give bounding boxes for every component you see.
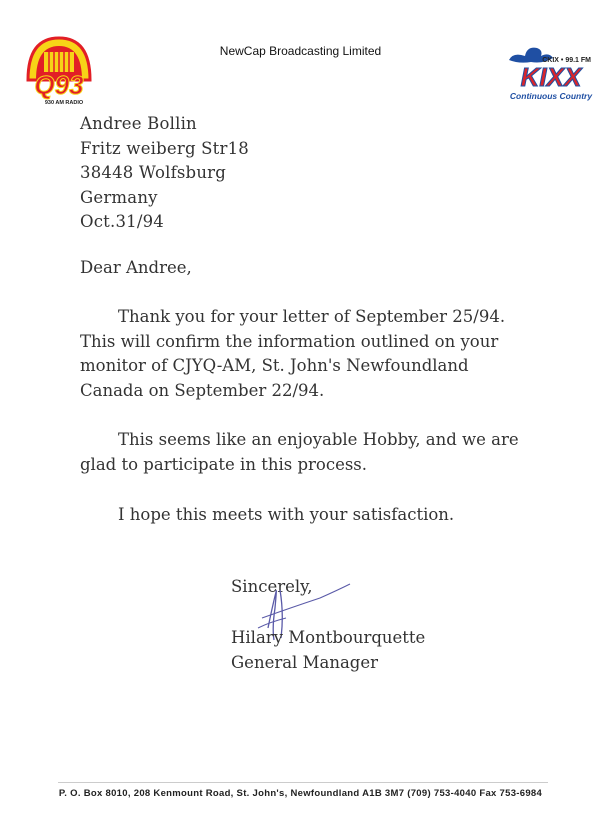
recipient-street: Fritz weiberg Str18 bbox=[80, 138, 249, 158]
signer-name: Hilary Montbourquette bbox=[231, 628, 426, 647]
paragraph-line: Canada on September 22/94. bbox=[80, 380, 325, 400]
body-paragraph-2 bbox=[80, 428, 530, 477]
q93-logo bbox=[16, 30, 102, 110]
salutation: Dear Andree, bbox=[80, 258, 192, 277]
company-name: NewCap Broadcasting Limited bbox=[219, 44, 382, 58]
recipient-country: Germany bbox=[80, 187, 158, 207]
signer-block bbox=[231, 625, 425, 675]
paragraph-line: This will confirm the information outlined on your bbox=[80, 331, 499, 351]
paragraph-line: This seems like an enjoyable Hobby, and we are bbox=[118, 430, 519, 449]
recipient-name: Andree Bollin bbox=[80, 114, 197, 133]
kixx-station-name: KIXX bbox=[520, 62, 582, 92]
q93-logo-text: Q93 bbox=[34, 70, 84, 100]
kixx-logo bbox=[503, 44, 595, 106]
paragraph-line: monitor of CJYQ-AM, St. John's Newfoundland bbox=[80, 356, 469, 375]
recipient-address bbox=[80, 112, 249, 235]
q93-logo-subtext: 930 AM RADIO bbox=[44, 100, 84, 106]
signer-title: General Manager bbox=[231, 653, 378, 672]
body-paragraph-1 bbox=[80, 305, 530, 403]
kixx-frequency: CKIX • 99.1 FM bbox=[542, 57, 591, 64]
recipient-city: 38448 Wolfsburg bbox=[80, 163, 226, 182]
closing: Sincerely, bbox=[231, 577, 313, 596]
footer-address: P. O. Box 8010, 208 Kenmount Road, St. John's, Newfoundland A1B 3M7 (709) 753-4040 Fax 753-6984 bbox=[58, 788, 543, 799]
paragraph-line: Thank you for your letter of September 25/94. bbox=[118, 307, 506, 326]
kixx-tagline: Continuous Country bbox=[509, 91, 593, 101]
paragraph-line: I hope this meets with your satisfaction. bbox=[118, 505, 455, 524]
footer-divider bbox=[58, 782, 548, 783]
paragraph-line: glad to participate in this process. bbox=[80, 454, 368, 474]
body-paragraph-3 bbox=[80, 503, 530, 528]
letter-date: Oct.31/94 bbox=[80, 212, 164, 231]
